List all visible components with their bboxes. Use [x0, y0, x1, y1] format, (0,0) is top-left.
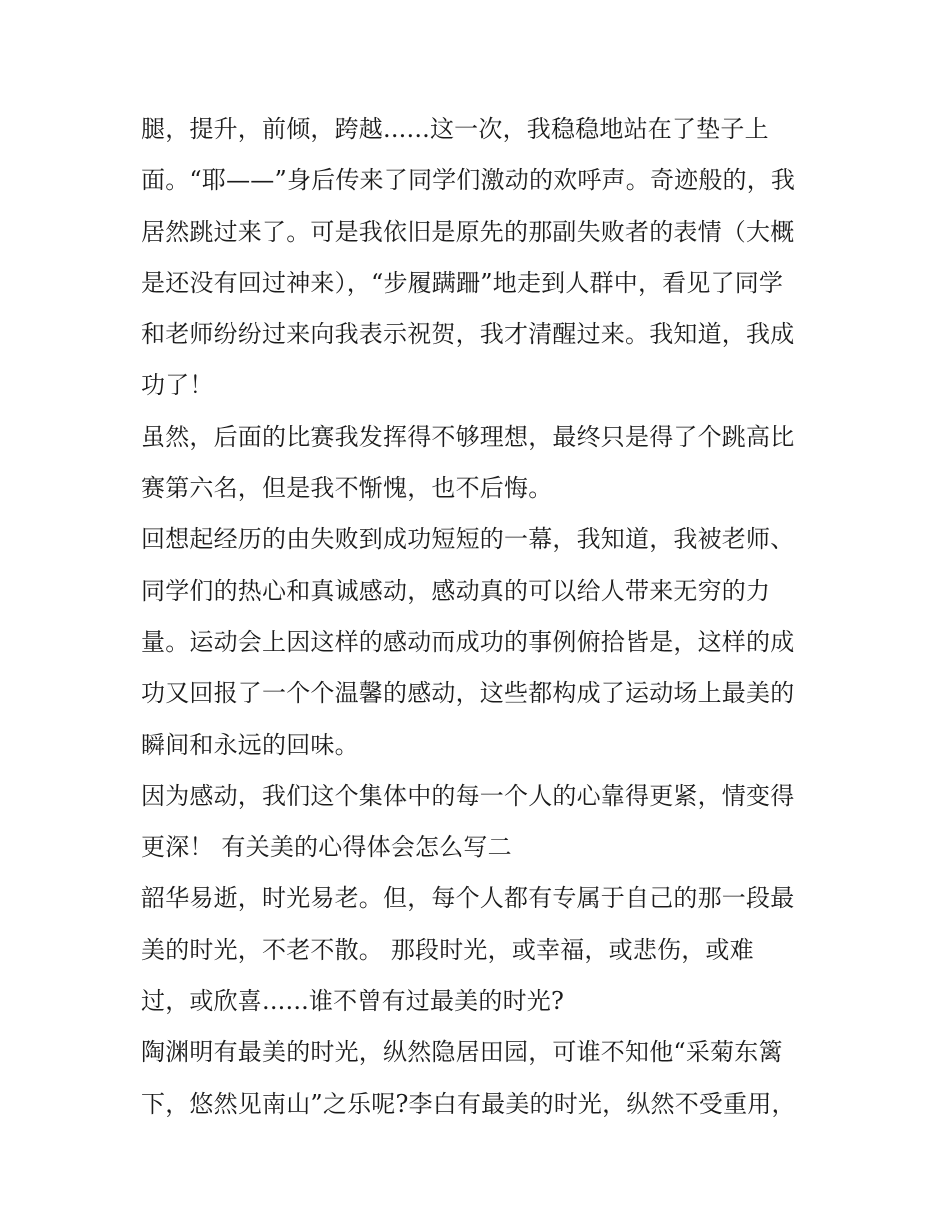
text-line-14: 因为感动，我们这个集体中的每一个人的心靠得更紧，情变得 [141, 781, 795, 810]
text-line-16: 韶华易逝，时光易老。但，每个人都有专属于自己的那一段最 [141, 884, 795, 913]
text-line-8: 赛第六名，但是我不惭愧，也不后悔。 [141, 474, 553, 503]
text-line-18: 过，或欣喜......谁不曾有过最美的时光? [141, 987, 565, 1016]
text-line-6: 功了！ [141, 371, 214, 400]
body-text [141, 104, 821, 1130]
text-line-2: 面。“耶——”身后传来了同学们激动的欢呼声。奇迹般的，我 [141, 166, 796, 195]
text-line-15: 更深！ 有关美的心得体会怎么写二 [141, 833, 512, 862]
text-line-7: 虽然，后面的比赛我发挥得不够理想，最终只是得了个跳高比 [141, 422, 795, 451]
text-line-11: 量。运动会上因这样的感动而成功的事例俯拾皆是，这样的成 [141, 627, 795, 656]
text-line-3: 居然跳过来了。可是我依旧是原先的那副失败者的表情（大概 [141, 217, 795, 246]
text-line-9: 回想起经历的由失败到成功短短的一幕，我知道，我被老师、 [141, 525, 795, 554]
text-line-10: 同学们的热心和真诚感动，感动真的可以给人带来无穷的力 [141, 576, 771, 605]
text-line-19: 陶渊明有最美的时光，纵然隐居田园，可谁不知他“采菊东篱 [141, 1038, 783, 1067]
text-line-1: 腿，提升，前倾，跨越......这一次，我稳稳地站在了垫子上 [141, 115, 769, 143]
text-line-4: 是还没有回过神来），“步履蹒跚”地走到人群中，看见了同学 [141, 268, 784, 297]
text-line-17: 美的时光，不老不散。 那段时光，或幸福，或悲伤，或难 [141, 935, 754, 964]
text-line-20: 下，悠然见南山”之乐呢?李白有最美的时光，纵然不受重用， [141, 1089, 796, 1118]
text-line-5: 和老师纷纷过来向我表示祝贺，我才清醒过来。我知道，我成 [141, 320, 795, 349]
text-line-12: 功又回报了一个个温馨的感动，这些都构成了运动场上最美的 [141, 679, 795, 708]
text-line-13: 瞬间和永远的回味。 [141, 730, 359, 759]
